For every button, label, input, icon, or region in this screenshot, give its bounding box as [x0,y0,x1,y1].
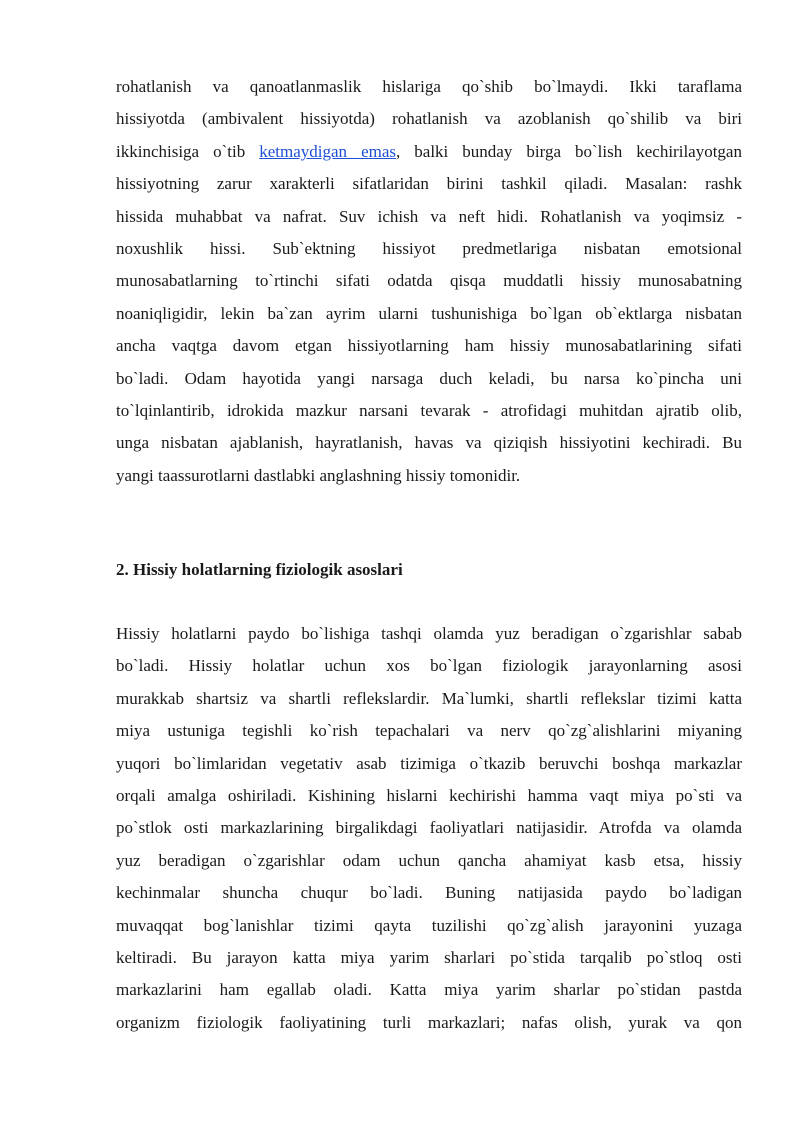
paragraph-line: Hissiy holatlarni paydo bo`lishiga tashqi olamda yuz beradigan o`zgarishlar sabab [116,624,742,643]
paragraph-line: noxushlik hissi. Sub`ektning hissiyot predmetlariga nisbatan emotsional [116,239,742,259]
paragraph-line: bo`ladi. Hissiy holatlar uchun xos bo`lgan fiziologik jarayonlarning asosi [116,656,742,676]
page-body [116,71,742,1032]
paragraph-line: yuqori bo`limlaridan vegetativ asab tizimiga o`tkazib beruvchi boshqa markazlar [116,753,742,773]
paragraph-1 [116,71,742,492]
paragraph-line: yangi taassurotlarni dastlabki anglashning hissiy tomonidir. [116,465,521,485]
paragraph-line: orqali amalga oshiriladi. Kishining hislarni kechirishi hamma vaqt miya po`sti va [116,786,742,806]
paragraph-line: ancha vaqtga davom etgan hissiyotlarning ham hissiy munosabatlarining sifati [116,336,742,356]
paragraph-line: yuz beradigan o`zgarishlar odam uchun qancha ahamiyat kasb etsa, hissiy [116,850,742,870]
paragraph-line: keltiradi. Bu jarayon katta miya yarim sharlari po`stida tarqalib po`stloq osti [116,948,742,968]
paragraph-line: noaniqligidir, lekin ba`zan ayrim ularni tushunishiga bo`lgan ob`ektlarga nisbatan [116,303,742,323]
paragraph-line-with-link [116,136,742,168]
paragraph-line: organizm fiziologik faoliyatining turli markazlari; nafas olish, yurak va qon [116,1012,742,1032]
paragraph-line: hissida muhabbat va nafrat. Suv ichish va neft hidi. Rohatlanish va yoqimsiz - [116,206,742,226]
paragraph-line: munosabatlarning to`rtinchi sifati odatda qisqa muddatli hissiy munosabatning [116,271,742,291]
paragraph-line: markazlarini ham egallab oladi. Katta miya yarim sharlar po`stidan pastda [116,980,742,1000]
line-text-before-link: ikkinchisiga o`tib [116,141,260,161]
paragraph-2 [116,618,742,1039]
paragraph-line: murakkab shartsiz va shartli reflekslardir. Ma`lumki, shartli reflekslar tizimi katta [116,688,742,708]
paragraph-line: po`stlok osti markazlarining birgalikdagi faoliyatlari natijasidir. Atrofda va olamda [116,818,742,838]
section-heading: 2. Hissiy holatlarning fiziologik asoslari [116,560,403,579]
line-text-after-link: , balki bunday birga bo`lish kechirilayotgan [396,141,742,161]
paragraph-line: to`lqinlantirib, idrokida mazkur narsani tevarak - atrofidagi muhitdan ajratib olib, [116,401,742,421]
paragraph-line: unga nisbatan ajablanish, hayratlanish, havas va qiziqish hissiyotini kechiradi. Bu [116,433,742,453]
paragraph-line: muvaqqat bog`lanishlar tizimi qayta tuzilishi qo`zg`alish jarayonini yuzaga [116,915,742,935]
hyperlink[interactable]: ketmaydigan emas [259,141,397,161]
paragraph-line: rohatlanish va qanoatlanmaslik hislariga qo`shib bo`lmaydi. Ikki taraflama [116,77,742,96]
paragraph-line: miya ustuniga tegishli ko`rish tepachalari va nerv qo`zg`alishlarini miyaning [116,721,742,741]
paragraph-line: hissiyotda (ambivalent hissiyotda) rohatlanish va azoblanish qo`shilib va biri [116,109,742,129]
paragraph-line: hissiyotning zarur xarakterli sifatlaridan birini tashkil qiladi. Masalan: rashk [116,174,742,194]
paragraph-line: bo`ladi. Odam hayotida yangi narsaga duch keladi, bu narsa ko`pincha uni [116,368,742,388]
paragraph-line: kechinmalar shuncha chuqur bo`ladi. Buning natijasida paydo bo`ladigan [116,883,742,903]
